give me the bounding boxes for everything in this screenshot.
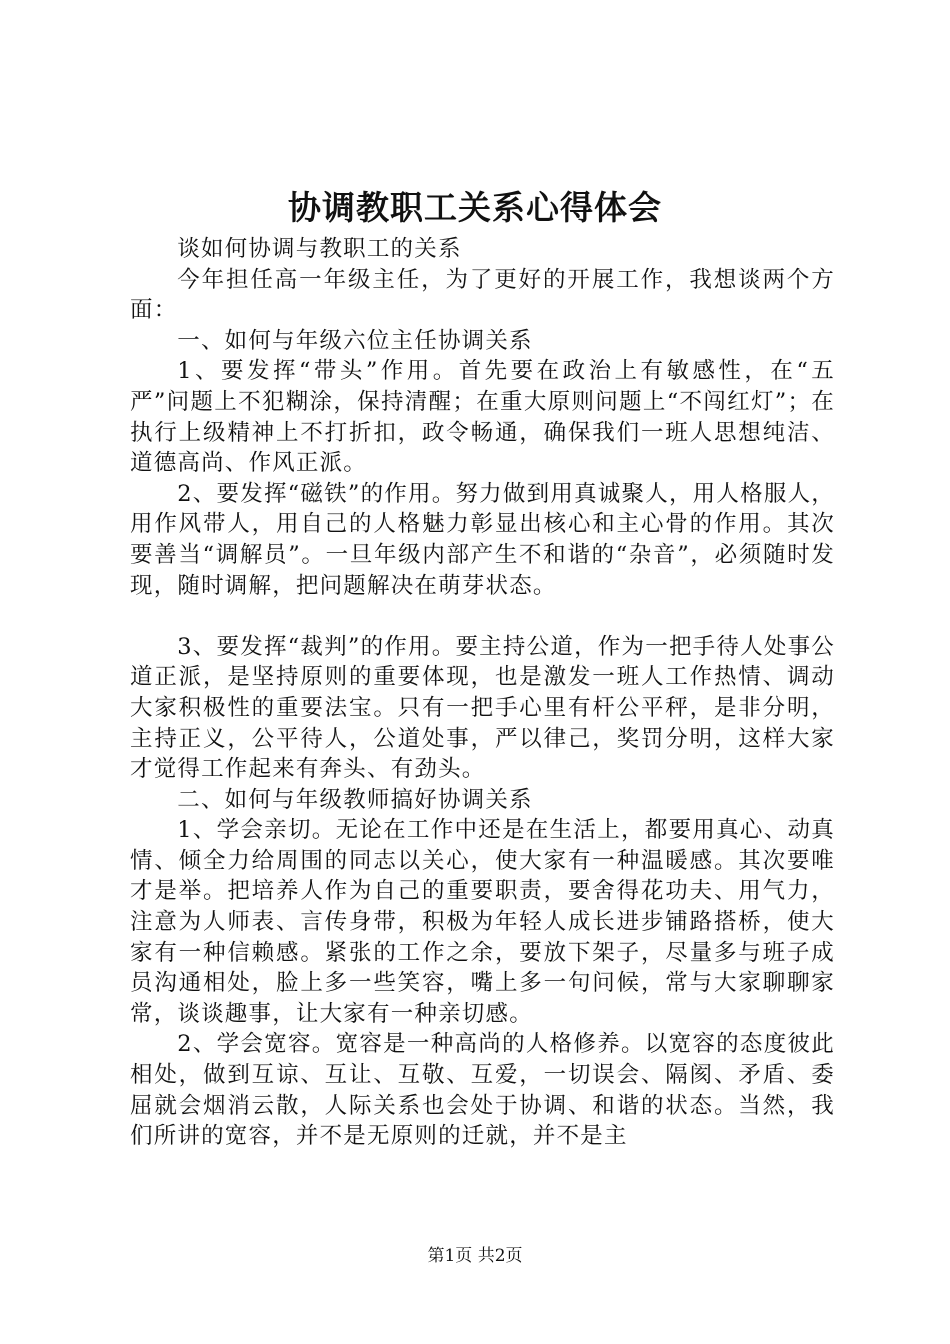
document-title: 协调教职工关系心得体会 (288, 188, 662, 227)
paragraph-1-1: 1、要发挥“带头”作用。首先要在政治上有敏感性，在“五严”问题上不犯糊涂，保持清醒；在重大原则问题上“不闯红灯”；在执行上级精神上不打折扣，政令畅通，确保我们一班人思想纯洁、道德高尚、作风正派。 (130, 358, 835, 477)
paragraph-1-2: 2、要发挥“磁铁”的作用。努力做到用真诚聚人，用人格服人，用作风带人，用自己的人格魅力彰显出核心和主心骨的作用。其次要善当“调解员”。一旦年级内部产生不和谐的“杂音”，必须随时发现，随时调解，把问题解决在萌芽状态。 (130, 480, 835, 599)
paragraph-2-1: 1、学会亲切。无论在工作中还是在生活上，都要用真心、动真情、倾全力给周围的同志以关心，使大家有一种温暖感。其次要唯才是举。把培养人作为自己的重要职责，要舍得花功夫、用气力，注意为人师表、言传身带，积极为年轻人成长进步铺路搭桥，使大家有一种信赖感。紧张的工作之余，要放下架子，尽量多与班子成员沟通相处，脸上多一些笑容，嘴上多一句问候，常与大家聊聊家常，谈谈趣事，让大家有一种亲切感。 (130, 817, 835, 1027)
section-heading-2: 二、如何与年级教师搞好协调关系 (177, 786, 533, 813)
section-heading-1: 一、如何与年级六位主任协调关系 (177, 327, 533, 354)
paragraph-intro: 今年担任高一年级主任，为了更好的开展工作，我想谈两个方面： (130, 266, 835, 324)
paragraph-1-3: 3、要发挥“裁判”的作用。要主持公道，作为一把手待人处事公道正派，是坚持原则的重要体现，也是激发一班人工作热情、调动大家积极性的重要法宝。只有一把手心里有杆公平秤，是非分明，主持正义，公平待人，公道处事，严以律己，奖罚分明，这样大家才觉得工作起来有奔头、有劲头。 (130, 633, 835, 783)
document-body (130, 234, 835, 1152)
page-number-footer: 第1页 共2页 (427, 1246, 523, 1266)
paragraph-subtitle: 谈如何协调与教职工的关系 (177, 236, 462, 262)
paragraph-2-2: 2、学会宽容。宽容是一种高尚的人格修养。以宽容的态度彼此相处，做到互谅、互让、互敬、互爱，一切误会、隔阂、矛盾、委屈就会烟消云散，人际关系也会处于协调、和谐的状态。当然，我们所讲的宽容，并不是无原则的迁就，并不是主 (130, 1031, 835, 1150)
